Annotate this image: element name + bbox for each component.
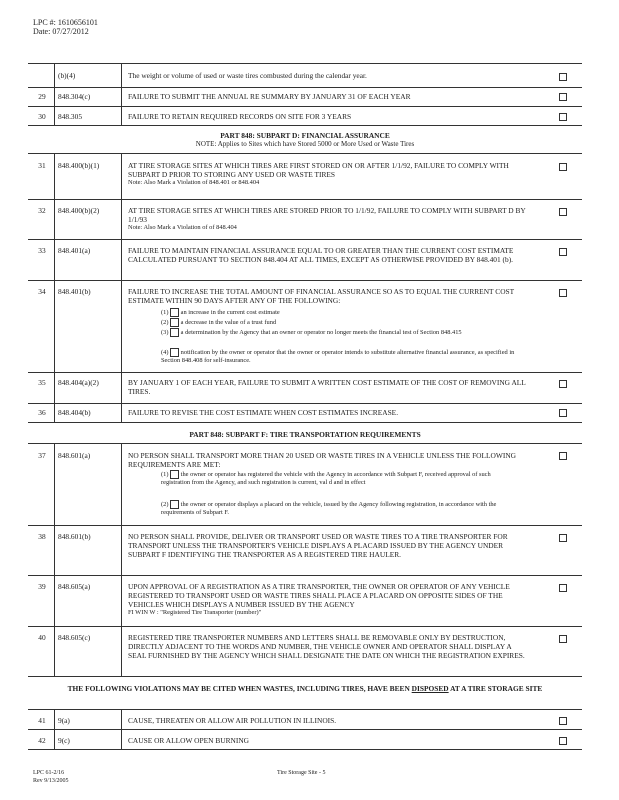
row-section: 848.401(a)	[58, 246, 91, 255]
table-rule	[28, 106, 582, 107]
item-text: the owner or operator has registered the vehicle with the Agency in accordance with Subpart F, received approval of such registration from the Agency, and such registration is current, val d and in effect	[161, 470, 491, 486]
violation-checkbox[interactable]	[559, 208, 567, 216]
row-section: 9(a)	[58, 716, 70, 725]
part-d-note: NOTE: Applies to Sites which have Stored 5000 or More Used or Waste Tires	[195, 140, 415, 148]
page-header	[33, 18, 98, 36]
table-rule	[28, 372, 582, 373]
table-rule	[28, 709, 582, 710]
violation-checkbox[interactable]	[559, 113, 567, 121]
row-number: 29	[38, 92, 46, 101]
row-section: 848.404(a)(2)	[58, 378, 99, 387]
row-description: NO PERSON SHALL TRANSPORT MORE THAN 20 USED OR WASTE TIRES IN A VEHICLE UNLESS THE FOLLOWING REQUIREMENTS ARE MET:	[128, 451, 516, 469]
row-section: 9(c)	[58, 736, 70, 745]
table-rule	[28, 443, 582, 444]
table-rule	[28, 403, 582, 404]
requirement-checkbox[interactable]	[170, 470, 179, 479]
disposed-heading	[40, 684, 570, 694]
item-text: the owner or operator displays a placard on the vehicle, issued by the Agency following registration, in accordance with the requirements of Subpart F.	[161, 500, 497, 516]
heading-underlined: DISPOSED	[411, 684, 449, 693]
condition-item	[161, 318, 521, 327]
violation-checkbox[interactable]	[559, 717, 567, 725]
table-rule	[28, 239, 582, 240]
row-number: 39	[38, 582, 46, 591]
row-note: Note: Also Mark a Violation of of 848.404	[128, 224, 237, 231]
table-rule	[28, 525, 582, 526]
row-section: 848.400(b)(2)	[58, 206, 100, 215]
item-text: notification by the owner or operator that the owner or operator intends to substitute alternative financial assurance, as specified in Section 848.408 for self-insurance.	[161, 348, 515, 364]
violation-checkbox[interactable]	[559, 248, 567, 256]
row-number: 33	[38, 246, 46, 255]
item-text: a decrease in the value of a trust fund	[180, 318, 277, 326]
column-rule	[121, 63, 122, 126]
row-description: CAUSE OR ALLOW OPEN BURNING	[128, 736, 249, 745]
page-label: Tire Storage Site - 5	[277, 770, 326, 776]
table-rule	[28, 87, 582, 88]
row-number: 32	[38, 206, 46, 215]
table-rule	[28, 280, 582, 281]
violation-checkbox[interactable]	[559, 380, 567, 388]
row-section: 848.404(b)	[58, 408, 91, 417]
row-description: FAILURE TO INCREASE THE TOTAL AMOUNT OF FINANCIAL ASSURANCE SO AS TO EQUAL THE CURRENT COST ESTIMATE WITHIN 90 DAYS AFTER ANY OF THE FOLLOWING:	[128, 287, 515, 305]
row-note: Note: Also Mark a Violation of 848.401 or 848.404	[128, 179, 260, 186]
inspection-date: Date: 07/27/2012	[33, 27, 89, 36]
table-rule	[28, 153, 582, 154]
row-description: The weight or volume of used or waste tires combusted during the calendar year.	[128, 71, 367, 80]
lpc-number: LPC #: 1610656101	[33, 18, 98, 27]
row-section: 848.305	[58, 112, 83, 121]
violation-checkbox[interactable]	[559, 737, 567, 745]
row-section: 848.401(b)	[58, 287, 91, 296]
heading-text: THE FOLLOWING VIOLATIONS MAY BE CITED WHEN WASTES, INCLUDING TIRES, HAVE BEEN	[67, 684, 412, 693]
row-description	[128, 206, 526, 232]
table-rule	[28, 575, 582, 576]
row-description	[128, 161, 526, 187]
row-description: BY JANUARY 1 OF EACH YEAR, FAILURE TO SUBMIT A WRITTEN COST ESTIMATE OF THE COST OF REMOVING ALL TIRES.	[128, 378, 526, 396]
row-section: (b)(4)	[58, 71, 76, 80]
table-rule	[28, 199, 582, 200]
part-d-title: PART 848: SUBPART D: FINANCIAL ASSURANCE	[220, 131, 390, 140]
table-rule	[28, 626, 582, 627]
form-revision: Rev 9/13/2005	[33, 778, 69, 784]
column-rule	[54, 443, 55, 677]
condition-item	[161, 308, 521, 317]
table-rule	[28, 676, 582, 677]
table-rule	[28, 63, 582, 64]
row-description: CAUSE, THREATEN OR ALLOW AIR POLLUTION IN ILLINOIS.	[128, 716, 337, 725]
row-number: 37	[38, 451, 46, 460]
row-description: FAILURE TO MAINTAIN FINANCIAL ASSURANCE EQUAL TO OR GREATER THAN THE CURRENT COST ESTIMATE CALCULATED PURSUANT TO SECTION 848.404 AT ALL TIMES, EXCEPT AS OTHERWISE PROVIDED BY 848.401 (b).	[128, 246, 514, 264]
row-number: 41	[38, 716, 46, 725]
violation-checkbox[interactable]	[559, 93, 567, 101]
part-f-title: PART 848: SUBPART F: TIRE TRANSPORTATION REQUIREMENTS	[189, 430, 421, 439]
violation-checkbox[interactable]	[559, 73, 567, 81]
table-rule	[28, 729, 582, 730]
column-rule	[54, 709, 55, 750]
row-description: REGISTERED TIRE TRANSPORTER NUMBERS AND LETTERS SHALL BE REMOVABLE ONLY BY DESTRUCTION, DIRECTLY ADJACENT TO THE WORDS AND NUMBER, THE VEHICLE OWNER AND OPERATOR SHALL DISPLAY A SEAL FURNISHED BY THE AGENCY WHICH SHALL DESIGNATE THE DATE ON WHICH THE REGISTRATION EXPIRES.	[128, 633, 525, 660]
violation-checkbox[interactable]	[559, 452, 567, 460]
row-description-text: AT TIRE STORAGE SITES AT WHICH TIRES ARE FIRST STORED ON OR AFTER 1/1/92, FAILURE TO COMPLY WITH SUBPART D PRIOR TO STORING ANY USED OR WASTE TIRES	[128, 161, 509, 179]
condition-item	[161, 328, 521, 337]
row-number: 34	[38, 287, 46, 296]
form-id: LPC 61-2/16	[33, 770, 65, 776]
item-text: an increase in the current cost estimate	[180, 308, 280, 316]
requirement-checkbox[interactable]	[170, 500, 179, 509]
condition-checkbox[interactable]	[170, 318, 179, 327]
item-number: (3)	[161, 328, 169, 336]
table-rule	[28, 125, 582, 126]
row-number: 31	[38, 161, 46, 170]
row-section: 848.601(b)	[58, 532, 91, 541]
condition-item	[161, 348, 521, 365]
requirement-item	[161, 470, 521, 487]
row-description: FAILURE TO RETAIN REQUIRED RECORDS ON SITE FOR 3 YEARS	[128, 112, 352, 121]
row-description: FAILURE TO SUBMIT THE ANNUAL RE SUMMARY BY JANUARY 31 OF EACH YEAR	[128, 92, 411, 101]
table-row	[28, 71, 582, 85]
column-rule	[121, 709, 122, 750]
row-number: 38	[38, 532, 46, 541]
row-note: FI WIN W : "Registered Tire Transporter (number)"	[128, 609, 262, 616]
row-section: 848.601(a)	[58, 451, 91, 460]
condition-checkbox[interactable]	[170, 348, 179, 357]
item-number: (1)	[161, 308, 169, 316]
row-number: 36	[38, 408, 46, 417]
column-rule	[54, 63, 55, 126]
violation-checkbox[interactable]	[559, 409, 567, 417]
condition-checkbox[interactable]	[170, 328, 179, 337]
item-text: a determination by the Agency that an owner or operator no longer meets the financial test of Section 848.415	[180, 328, 462, 336]
column-rule	[121, 153, 122, 423]
row-number: 35	[38, 378, 46, 387]
row-description-text: AT TIRE STORAGE SITES AT WHICH TIRES ARE STORED PRIOR TO 1/1/92, FAILURE TO COMPLY WITH SUBPART D BY 1/1/93	[128, 206, 526, 224]
item-number: (2)	[161, 500, 169, 508]
row-section: 848.304(c)	[58, 92, 91, 101]
row-description: FAILURE TO REVISE THE COST ESTIMATE WHEN COST ESTIMATES INCREASE.	[128, 408, 399, 417]
condition-checkbox[interactable]	[170, 308, 179, 317]
violation-checkbox[interactable]	[559, 289, 567, 297]
row-number: 42	[38, 736, 46, 745]
item-number: (4)	[161, 348, 169, 356]
row-description-text: UPON APPROVAL OF A REGISTRATION AS A TIRE TRANSPORTER, THE OWNER OR OPERATOR OF ANY VEHICLE REGISTERED TO TRANSPORT USED OR WASTE TIRES SHALL PLACE A PLACARD ON OPPOSITE SIDES OF THE VEHICLES WHICH DISPLAYS A NUMBER ISSUED BY THE AGENCY	[128, 582, 510, 609]
violation-checkbox[interactable]	[559, 635, 567, 643]
table-rule	[28, 749, 582, 750]
heading-text: AT A TIRE STORAGE SITE	[448, 684, 543, 693]
violation-checkbox[interactable]	[559, 584, 567, 592]
row-section: 848.400(b)(1)	[58, 161, 100, 170]
item-number: (2)	[161, 318, 169, 326]
row-section: 848.605(a)	[58, 582, 91, 591]
violation-checkbox[interactable]	[559, 163, 567, 171]
row-description	[128, 582, 526, 617]
violation-checkbox[interactable]	[559, 534, 567, 542]
row-section: 848.605(c)	[58, 633, 91, 642]
item-number: (1)	[161, 470, 169, 478]
row-number: 40	[38, 633, 46, 642]
requirement-item	[161, 500, 521, 517]
row-description: NO PERSON SHALL PROVIDE, DELIVER OR TRANSPORT USED OR WASTE TIRES TO A TIRE TRANSPORTER FOR TRANSPORT UNLESS THE TRANSPORTER'S VEHICLE DISPLAYS A PLACARD ISSUED BY THE AGENCY UNDER SUBPART F IDENTIFYING THE TRANSPORTER AS A REGISTERED TIRE HAULER.	[128, 532, 508, 559]
column-rule	[54, 153, 55, 423]
row-number: 30	[38, 112, 46, 121]
column-rule	[121, 443, 122, 677]
table-rule	[28, 422, 582, 423]
